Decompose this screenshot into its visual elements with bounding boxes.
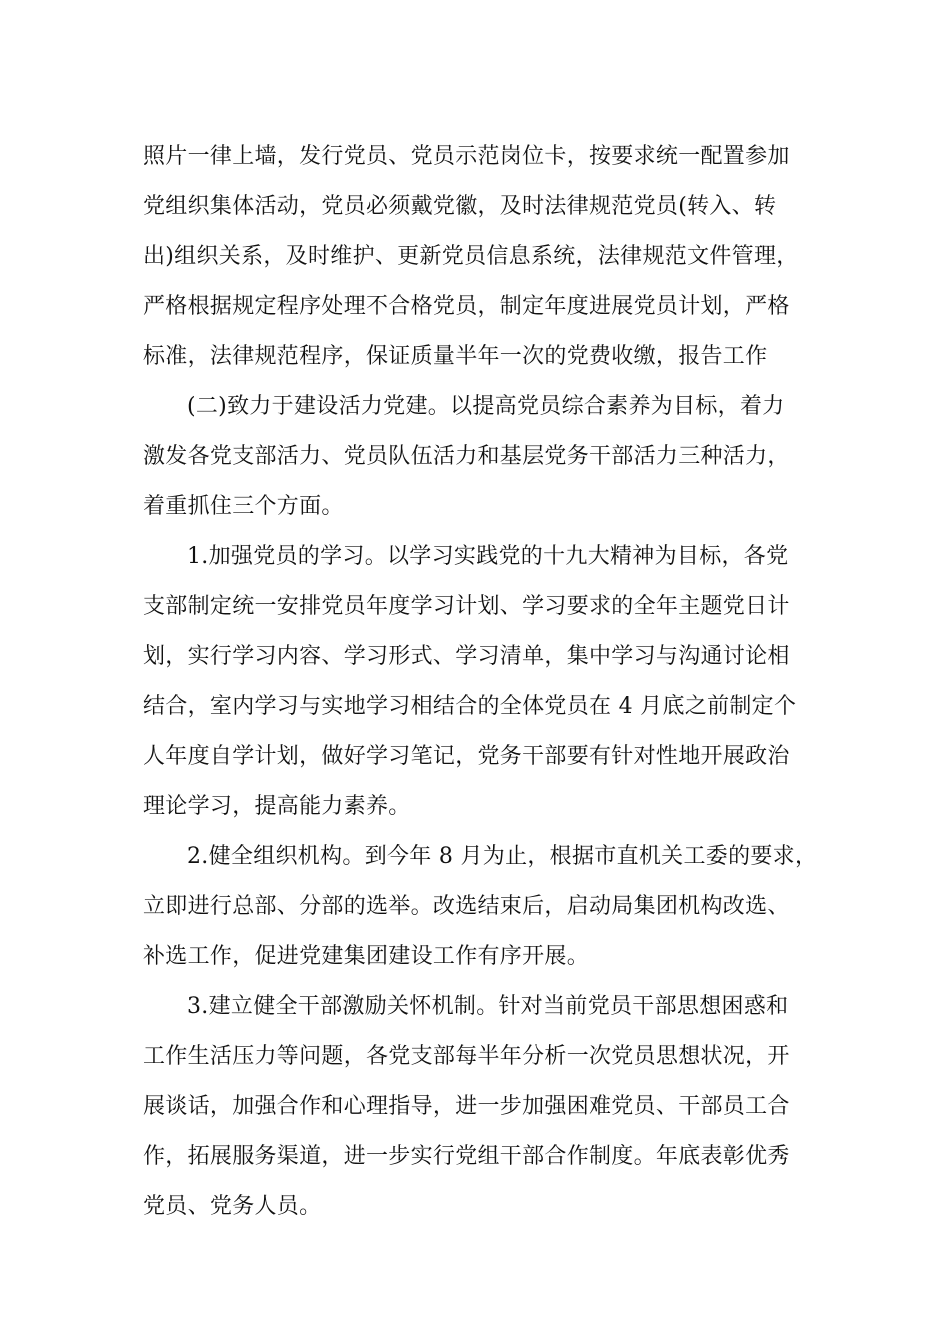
paragraph — [143, 532, 808, 832]
text-line: 标准，法律规范程序，保证质量半年一次的党费收缴，报告工作 — [143, 344, 768, 369]
text-line: 结合，室内学习与实地学习相结合的全体党员在 4 月底之前制定个 — [143, 694, 797, 719]
text-line: (二)致力于建设活力党建。以提高党员综合素养为目标，着力 — [187, 394, 785, 419]
text-line: 党组织集体活动，党员必须戴党徽，及时法律规范党员(转入、转 — [143, 194, 777, 219]
text-line: 1.加强党员的学习。以学习实践党的十九大精神为目标，各党 — [187, 544, 789, 569]
text-line: 着重抓住三个方面。 — [143, 494, 344, 519]
paragraph — [143, 132, 808, 382]
paragraph — [143, 382, 808, 532]
paragraph — [143, 982, 808, 1232]
text-line: 照片一律上墙，发行党员、党员示范岗位卡，按要求统一配置参加 — [143, 144, 790, 169]
text-line: 划，实行学习内容、学习形式、学习清单，集中学习与沟通讨论相 — [143, 644, 790, 669]
text-line: 立即进行总部、分部的选举。改选结束后，启动局集团机构改选、 — [143, 894, 790, 919]
text-line: 工作生活压力等问题，各党支部每半年分析一次党员思想状况，开 — [143, 1044, 790, 1069]
text-line: 理论学习，提高能力素养。 — [143, 794, 411, 819]
text-line: 2.健全组织机构。到今年 8 月为止，根据市直机关工委的要求， — [187, 844, 818, 869]
text-line: 党员、党务人员。 — [143, 1194, 322, 1219]
text-line: 展谈话，加强合作和心理指导，进一步加强困难党员、干部员工合 — [143, 1094, 790, 1119]
text-line: 支部制定统一安排党员年度学习计划、学习要求的全年主题党日计 — [143, 594, 790, 619]
text-line: 激发各党支部活力、党员队伍活力和基层党务干部活力三种活力， — [143, 444, 790, 469]
text-line: 3.建立健全干部激励关怀机制。针对当前党员干部思想困惑和 — [187, 994, 789, 1019]
text-line: 补选工作，促进党建集团建设工作有序开展。 — [143, 944, 590, 969]
text-line: 出)组织关系，及时维护、更新党员信息系统，法律规范文件管理， — [143, 244, 799, 269]
text-line: 人年度自学计划，做好学习笔记，党务干部要有针对性地开展政治 — [143, 744, 790, 769]
text-line: 作，拓展服务渠道，进一步实行党组干部合作制度。年底表彰优秀 — [143, 1144, 790, 1169]
text-line: 严格根据规定程序处理不合格党员，制定年度进展党员计划，严格 — [143, 294, 790, 319]
paragraph — [143, 832, 818, 982]
document-body — [143, 132, 818, 1232]
